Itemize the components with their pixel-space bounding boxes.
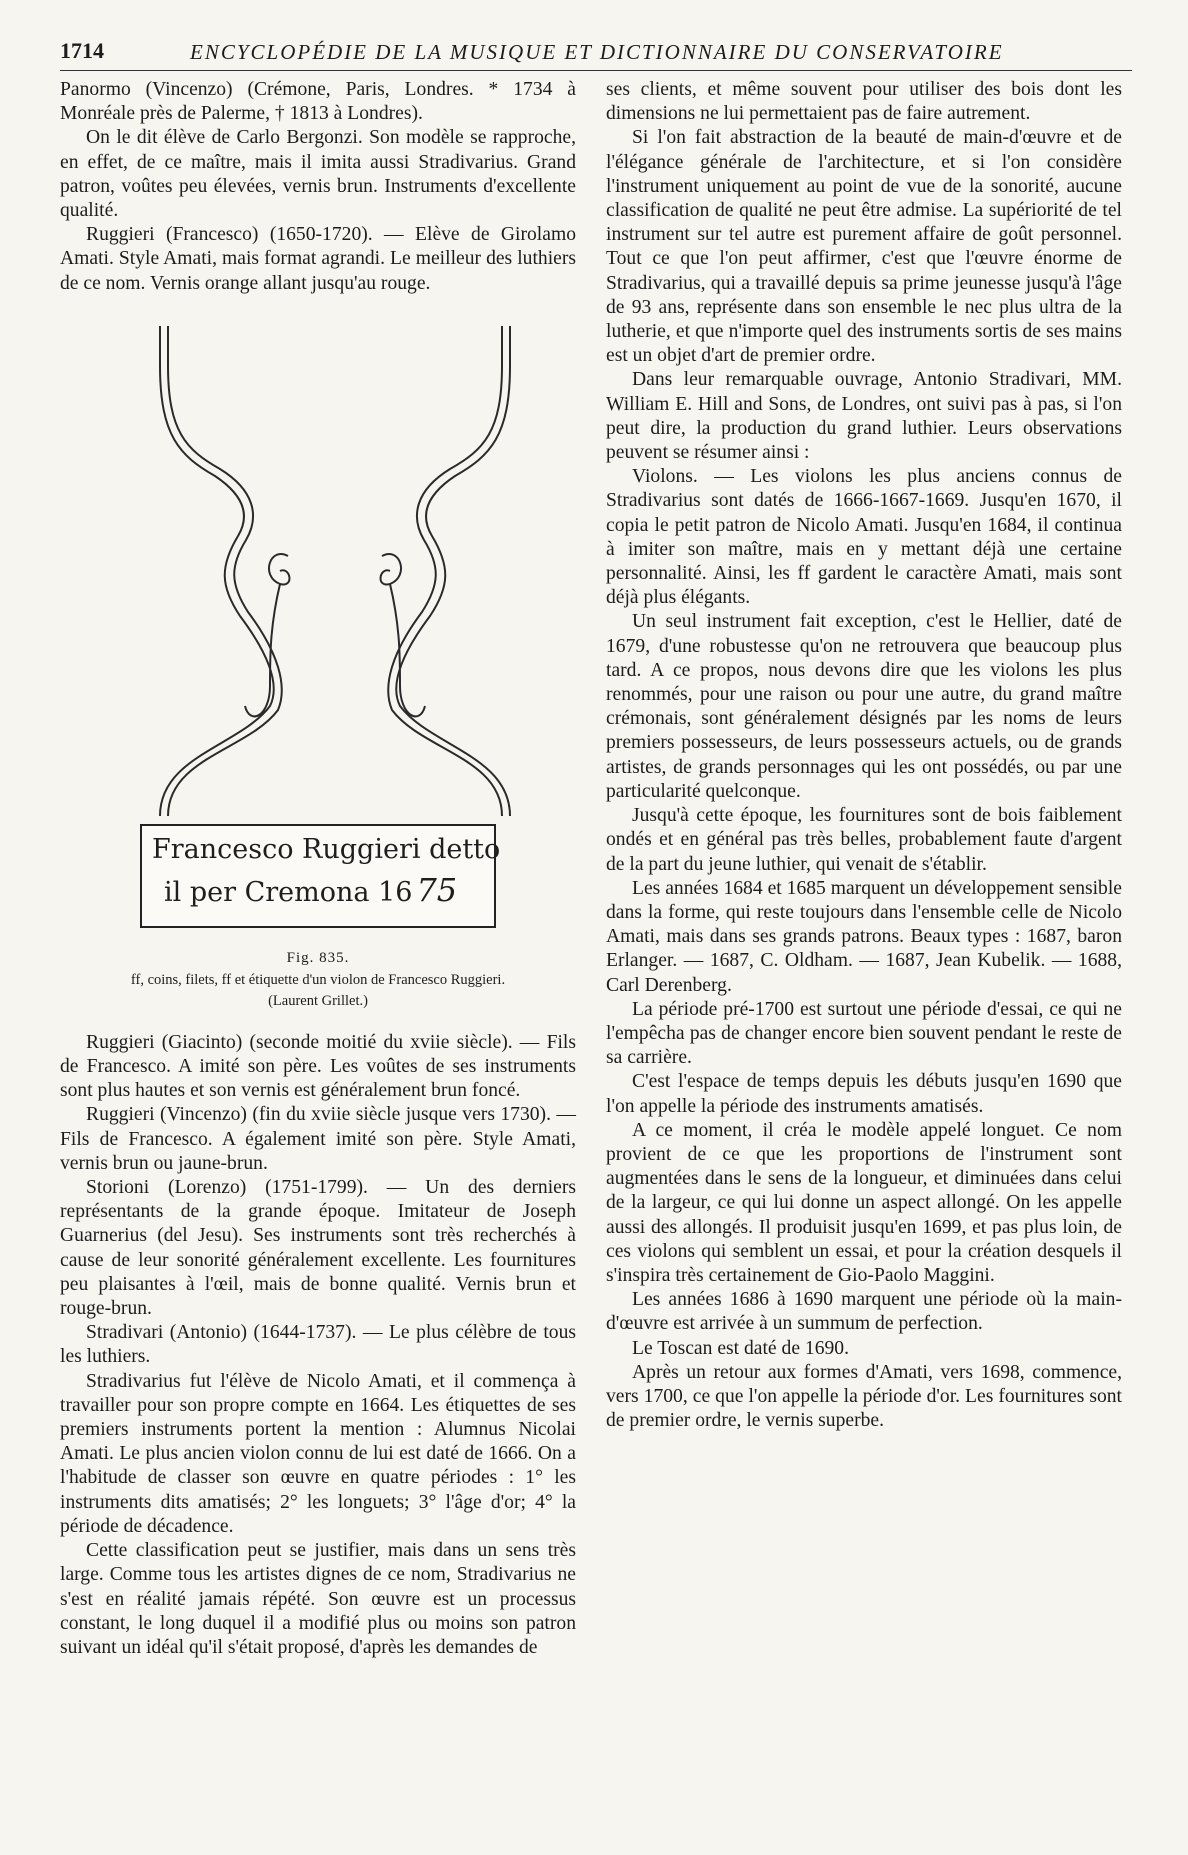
figure-caption	[60, 970, 576, 1012]
entry-panormo: Panormo (Vincenzo) (Crémone, Paris, Londres. * 1734 à Monréale près de Palerme, † 1813 à Londres).	[60, 79, 576, 125]
paragraph: Un seul instrument fait exception, c'est le Hellier, daté de 1679, d'une robustesse qu'on ne retrouvera que beaucoup plus tard. A ce propos, nous devons dire que les violons les plus renommés, pour une raison ou pour une autre, du grand maître crémonais, sont généralement désignés par les noms de leurs premiers possesseurs, de leurs possesseurs actuels, ou de grands artistes, de grands personnages qui les ont possédés, ou par une particularité quelconque.	[606, 611, 1122, 802]
violin-label	[140, 824, 501, 928]
paragraph: A ce moment, il créa le modèle appelé longuet. Ce nom provient de ce que les proportions de l'instrument sont augmentées dans le sens de la longueur, et diminuées dans celui de la largeur, ce qui lui donne un aspect allongé. On les appelle aussi des allongés. Il produisit jusqu'en 1699, et pas plus loin, de ces violons qui semblent un essai, et pour la création desquels il s'inspira très certainement de Gio-Paolo Maggini.	[606, 1119, 1122, 1286]
left-f-hole	[245, 554, 289, 716]
entry-storioni: Storioni (Lorenzo) (1751-1799). — Un des derniers représentants de la grande époque. Imitateur de Joseph Guarnerius (del Jesu). Ses instruments sont très recherchés à cause de leur sonorité généralement excellente. Les fournitures peu plaisantes à l'œil, mais de bonne qualité. Vernis brun et rouge-brun.	[60, 1177, 576, 1320]
paragraph: Cette classification peut se justifier, mais dans un sens très large. Comme tous les artistes dignes de ce nom, Stradivarius ne s'est en réalité jamais répété. Son œuvre est un processus constant, le long duquel il a modifié plus ou moins son patron suivant un idéal qu'il s'était proposé, d'après les demandes de	[60, 1540, 576, 1658]
label-city-line	[164, 870, 458, 909]
label-city: il per Cremona 16	[164, 876, 413, 908]
paragraph: Jusqu'à cette époque, les fournitures sont de bois faiblement ondés et en général pas très belles, probablement faute d'argent de la part du jeune luthier, qui venait de s'établir.	[606, 805, 1122, 875]
paragraph: Les années 1686 à 1690 marquent une période où la main-d'œuvre est arrivée à un summum de perfection.	[606, 1289, 1122, 1335]
paragraph: C'est l'espace de temps depuis les débuts jusqu'en 1690 que l'on appelle la période des instruments amatisés.	[606, 1071, 1122, 1117]
left-column	[60, 78, 576, 1660]
paragraph: La période pré-1700 est surtout une période d'essai, ce qui ne l'empêcha pas de changer encore bien souvent pendant le reste de sa carrière.	[606, 998, 1122, 1069]
right-column	[606, 78, 1122, 1433]
right-upper-bout	[396, 326, 510, 816]
paragraph: Si l'on fait abstraction de la beauté de main-d'œuvre et de l'élégance générale de l'architecture, et si l'on considère l'instrument uniquement au point de vue de la sonorité, aucune classification de qualité ne peut être admise. La supériorité de tel instrument sur tel autre est purement affaire de goût personnel. Tout ce que l'on peut affirmer, c'est que l'œuvre énorme de Stradivarius, qui a travaillé depuis sa prime jeunesse jusqu'à l'âge de 93 ans, représente dans son ensemble le nec plus ultra de la lutherie, et que n'importe quel des instruments sortis de ses mains est un objet d'art de premier ordre.	[606, 127, 1122, 367]
entry-stradivari: Stradivari (Antonio) (1644-1737). — Le plus célèbre de tous les luthiers.	[60, 1322, 576, 1368]
section-violons: Violons. — Les violons les plus anciens connus de Stradivarius sont datés de 1666-1667-1669. Jusqu'en 1670, il copia le petit patron de Nicolo Amati. Jusqu'en 1684, il continua à imiter son maître, mais en y mettant déjà une certaine personnalité. Ainsi, les ff gardent le caractère Amati, mais sont déjà plus élégants.	[606, 466, 1122, 609]
paragraph: Stradivarius fut l'élève de Nicolo Amati, et il commença à travailler pour son propre compte en 1664. Les étiquettes de ses premiers instruments portent la mention : Alumnus Nicolai Amati. Le plus ancien violon connu de lui est daté de 1666. On a l'habitude de classer son œuvre en quatre périodes : 1° les instruments dits amatisés; 2° les longuets; 3° l'âge d'or; 4° la période de décadence.	[60, 1370, 576, 1537]
paragraph: Après un retour aux formes d'Amati, vers 1698, commence, vers 1700, ce que l'on appelle la période d'or. Les fournitures sont de premier ordre, le vernis superbe.	[606, 1361, 1122, 1432]
left-upper-bout	[160, 326, 274, 816]
right-f-hole	[381, 554, 425, 716]
figure-credit: (Laurent Grillet.)	[268, 992, 368, 1009]
entry-ruggieri-francesco: Ruggieri (Francesco) (1650-1720). — Elève de Girolamo Amati. Style Amati, mais format agrandi. Le meilleur des luthiers de ce nom. Vernis orange allant jusqu'au rouge.	[60, 224, 576, 294]
label-handwritten-year: 75	[416, 870, 458, 909]
figure-number: Fig. 835.	[286, 949, 350, 966]
figure-caption-line: ff, coins, filets, ff et étiquette d'un violon de Francesco Ruggieri.	[130, 971, 506, 988]
paragraph: Le Toscan est daté de 1690.	[632, 1337, 849, 1359]
running-title: ENCYCLOPÉDIE DE LA MUSIQUE ET DICTIONNAIRE DU CONSERVATOIRE	[190, 40, 1004, 64]
violin-outline-drawing	[120, 326, 550, 816]
page-header	[60, 36, 1132, 71]
entry-ruggieri-vincenzo: Ruggieri (Vincenzo) (fin du xviie siècle jusque vers 1730). — Fils de Francesco. A également imité son père. Style Amati, vernis brun ou jaune-brun.	[60, 1104, 576, 1174]
paragraph: Les années 1684 et 1685 marquent un développement sensible dans la forme, qui reste toujours dans l'ensemble celle de Nicolo Amati, mais dans ses grands patrons. Beaux types : 1687, baron Erlanger. — 1687, C. Oldham. — 1687, Jean Kubelik. — 1688, Carl Derenberg.	[606, 877, 1122, 996]
entry-ruggieri-giacinto: Ruggieri (Giacinto) (seconde moitié du xviie siècle). — Fils de Francesco. A imité son père. Les voûtes de ses instruments sont plus hautes et son vernis est généralement brun foncé.	[60, 1031, 576, 1102]
paragraph: ses clients, et même souvent pour utiliser des bois dont les dimensions ne lui permettaient pas de faire autrement.	[606, 79, 1122, 125]
figure-835	[60, 306, 576, 1031]
page-number: 1714	[60, 38, 104, 63]
paragraph: Dans leur remarquable ouvrage, Antonio Stradivari, MM. William E. Hill and Sons, de Londres, ont suivi pas à pas, si l'on peut dire, la production du grand luthier. Leurs observations peuvent se résumer ainsi :	[606, 369, 1122, 464]
paragraph: On le dit élève de Carlo Bergonzi. Son modèle se rapproche, en effet, de ce maître, mais il imita aussi Stradivarius. Grand patron, voûtes peu élevées, vernis brun. Instruments d'excellente qualité.	[60, 127, 576, 222]
label-maker-name: Francesco Ruggieri detto	[152, 833, 501, 865]
